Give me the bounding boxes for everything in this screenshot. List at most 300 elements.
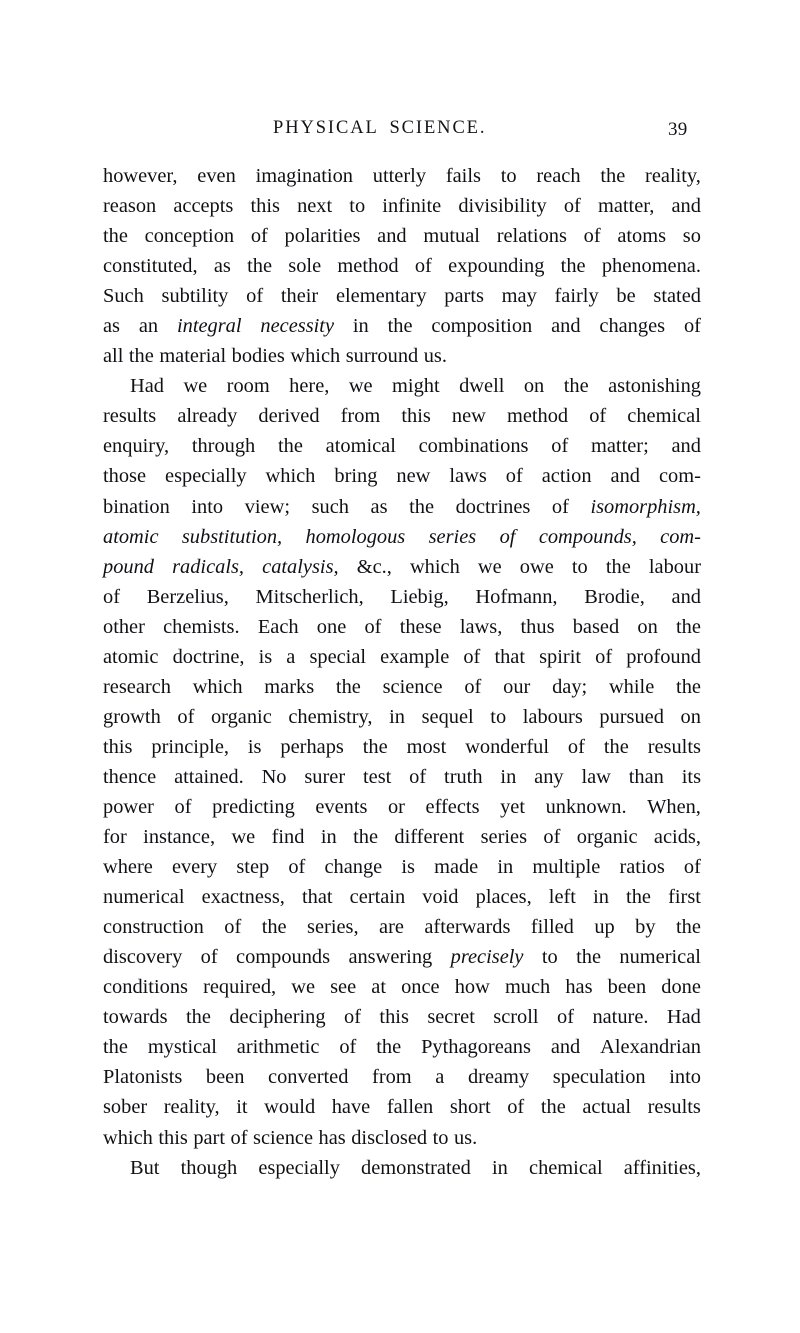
word: multiple <box>532 856 601 879</box>
word: to <box>571 555 588 578</box>
word: might <box>392 375 440 398</box>
word: example <box>380 645 450 668</box>
word: on <box>523 375 545 398</box>
word: in <box>593 886 609 909</box>
word: of <box>499 525 516 548</box>
word: of <box>683 315 701 338</box>
word: necessity <box>260 315 335 338</box>
word: room <box>226 375 270 398</box>
word: the <box>603 735 629 758</box>
word: a <box>286 645 296 668</box>
text-line <box>103 882 701 912</box>
word: required, <box>203 976 277 999</box>
word: pound <box>103 555 154 578</box>
word: of <box>583 225 601 248</box>
word: method <box>337 255 399 278</box>
word: demonstrated <box>361 1156 471 1179</box>
word: that <box>494 645 526 668</box>
word: and <box>610 465 640 488</box>
word: of <box>200 946 218 969</box>
word: Each <box>257 615 299 638</box>
word: fallen <box>386 1096 434 1119</box>
word: been <box>205 1066 245 1089</box>
word: stated <box>653 285 701 308</box>
word: the <box>676 615 701 638</box>
word: of <box>507 1096 525 1119</box>
word: dwell <box>459 375 505 398</box>
word: through <box>191 435 256 458</box>
word: sober <box>103 1096 148 1119</box>
word: other <box>103 615 145 638</box>
word: fairly <box>554 285 599 308</box>
running-head <box>103 118 703 144</box>
word: of <box>557 1006 575 1029</box>
word: especially <box>165 465 247 488</box>
word: matter, <box>597 195 655 218</box>
text-line <box>103 1002 701 1032</box>
word: atomical <box>325 435 396 458</box>
text-line <box>103 552 701 582</box>
word: find <box>271 826 305 849</box>
word: speculation <box>552 1066 646 1089</box>
word: this <box>103 735 133 758</box>
text-line <box>103 702 701 732</box>
word: different <box>394 826 465 849</box>
word: ratios <box>619 856 665 879</box>
word: substitution, <box>181 525 283 548</box>
word: principle, <box>151 735 229 758</box>
word: bination <box>103 495 170 518</box>
text-line <box>103 1062 701 1092</box>
text-line <box>103 1153 701 1183</box>
word: series <box>428 525 477 548</box>
word: which <box>265 465 316 488</box>
word: homologous <box>305 525 406 548</box>
word: where <box>103 856 153 879</box>
word: Brodie, <box>584 585 645 608</box>
word: its <box>681 765 701 788</box>
word: material <box>159 345 227 368</box>
word: the <box>409 495 434 518</box>
word: isomorphism, <box>590 495 701 518</box>
word: Such <box>103 285 144 308</box>
text-line <box>103 792 701 822</box>
word: arithmetic <box>236 1036 320 1059</box>
word: has <box>565 976 593 999</box>
word: in <box>320 826 337 849</box>
word: every <box>171 856 218 879</box>
word: yet <box>500 795 525 818</box>
word: Had <box>666 1006 701 1029</box>
word: perhaps <box>280 735 344 758</box>
word: first <box>668 886 701 909</box>
word: deciphering <box>229 1006 326 1029</box>
word: the <box>540 1096 566 1119</box>
word: these <box>399 615 442 638</box>
word: bring <box>334 465 378 488</box>
word: those <box>103 465 147 488</box>
word: void <box>422 886 459 909</box>
word: however, <box>103 165 178 187</box>
word: while <box>608 675 655 698</box>
word: expounding <box>448 255 545 278</box>
word: which <box>103 1126 153 1149</box>
word: chemists. <box>163 615 240 638</box>
word: the <box>387 315 413 338</box>
word: the <box>563 375 589 398</box>
word: thence <box>103 765 157 788</box>
word: at <box>371 976 386 999</box>
word: truth <box>444 765 483 788</box>
text-line <box>103 732 701 762</box>
word: conception <box>144 225 235 248</box>
word: the <box>560 255 586 278</box>
word: astonishing <box>608 375 701 398</box>
word: chemical <box>529 1156 603 1179</box>
word: radicals, <box>172 555 245 578</box>
word: owe <box>519 555 554 578</box>
word: enquiry, <box>103 435 170 458</box>
word: done <box>661 976 701 999</box>
word: research <box>103 675 171 698</box>
word: of <box>288 856 306 879</box>
word: this <box>158 1126 188 1149</box>
text-line <box>103 341 701 371</box>
word: especially <box>258 1156 340 1179</box>
word: view; <box>244 495 290 518</box>
word: derived <box>258 405 320 428</box>
word: scroll <box>493 1006 539 1029</box>
word: predicting <box>212 795 295 818</box>
text-line <box>103 191 701 221</box>
word: organic <box>210 705 272 728</box>
word: change <box>324 856 383 879</box>
word: here, <box>289 375 330 398</box>
text-line <box>103 522 701 552</box>
word: and <box>671 195 701 218</box>
text-line <box>103 912 701 942</box>
text-line <box>103 822 701 852</box>
word: series, <box>307 916 359 939</box>
word: sole <box>288 255 322 278</box>
text-line <box>103 371 701 401</box>
text-line <box>103 251 701 281</box>
text-line <box>103 612 701 642</box>
word: com- <box>660 525 701 548</box>
word: phenomena. <box>601 255 701 278</box>
word: matter; <box>591 435 649 458</box>
word: attained. <box>174 765 244 788</box>
word: of <box>463 645 481 668</box>
word: surer <box>304 765 346 788</box>
word: and <box>671 435 701 458</box>
word: is <box>258 645 273 668</box>
word: reason <box>103 195 157 218</box>
word: up <box>594 916 615 939</box>
word: subtility <box>161 285 229 308</box>
word: thus <box>520 615 555 638</box>
word: would <box>264 1096 316 1119</box>
word: of <box>595 645 613 668</box>
word: Platonists <box>103 1066 183 1089</box>
word: the <box>676 675 701 698</box>
word: even <box>197 165 236 187</box>
word: results <box>103 405 157 428</box>
word: exactness, <box>201 886 285 909</box>
word: us. <box>423 345 447 368</box>
word: the <box>247 255 273 278</box>
word: from <box>372 1066 412 1089</box>
word: into <box>669 1066 701 1089</box>
word: compounds, <box>538 525 637 548</box>
word: results <box>647 735 701 758</box>
word: reality, <box>645 165 701 187</box>
word: as <box>213 255 231 278</box>
word: it <box>236 1096 248 1119</box>
word: mystical <box>147 1036 217 1059</box>
word: have <box>331 1096 371 1119</box>
word: labour <box>648 555 701 578</box>
word: the <box>626 886 651 909</box>
word: affinities, <box>623 1156 701 1179</box>
word: by <box>635 916 656 939</box>
word: pursued <box>599 705 664 728</box>
word: we <box>477 555 502 578</box>
word: the <box>128 345 154 368</box>
text-line <box>103 672 701 702</box>
word: science <box>253 1126 314 1149</box>
word: the <box>362 735 388 758</box>
word: method <box>506 405 569 428</box>
word: of <box>551 435 569 458</box>
word: into <box>191 495 224 518</box>
word: filled <box>530 916 574 939</box>
word: to <box>500 165 517 187</box>
text-line <box>103 161 701 191</box>
word: science <box>382 675 443 698</box>
word: of <box>551 495 569 518</box>
word: are <box>379 916 404 939</box>
word: polarities <box>284 225 361 248</box>
running-head-title: PHYSICAL SCIENCE. <box>273 118 487 138</box>
word: we <box>231 826 256 849</box>
word: organic <box>576 826 638 849</box>
word: dreamy <box>467 1066 530 1089</box>
word: most <box>406 735 447 758</box>
word: actual <box>582 1096 632 1119</box>
word: than <box>628 765 664 788</box>
word: No <box>261 765 287 788</box>
word: we <box>183 375 208 398</box>
word: the <box>185 1006 211 1029</box>
word: short <box>449 1096 491 1119</box>
word: test <box>362 765 392 788</box>
word: in <box>389 705 405 728</box>
word: results <box>647 1096 701 1119</box>
word: action <box>541 465 592 488</box>
text-line <box>103 221 701 251</box>
word: of <box>464 675 482 698</box>
word: new <box>396 465 431 488</box>
word: once <box>401 976 440 999</box>
word: disclosed <box>351 1126 428 1149</box>
word: see <box>330 976 357 999</box>
word: Berzelius, <box>146 585 229 608</box>
word: of <box>344 1006 361 1029</box>
word: one <box>316 615 347 638</box>
word: next <box>297 195 333 218</box>
word: part <box>193 1126 226 1149</box>
word: law <box>581 765 611 788</box>
word: wonderful <box>465 735 549 758</box>
word: our <box>503 675 531 698</box>
word: accepts <box>173 195 234 218</box>
word: numerical <box>103 886 185 909</box>
word: though <box>180 1156 238 1179</box>
text-line <box>103 582 701 612</box>
word: of <box>683 856 701 879</box>
word: or <box>387 795 405 818</box>
text-line <box>103 431 701 461</box>
word: When, <box>647 795 701 818</box>
word: new <box>451 405 486 428</box>
word: their <box>280 285 319 308</box>
word: of <box>563 195 581 218</box>
word: atoms <box>617 225 667 248</box>
word: on <box>680 705 701 728</box>
word: places, <box>475 886 532 909</box>
word: divisibility <box>458 195 547 218</box>
word: left <box>548 886 576 909</box>
word: bodies <box>231 345 285 368</box>
word: so <box>682 225 701 248</box>
word: conditions <box>103 976 188 999</box>
word: chemical <box>627 405 701 428</box>
word: an <box>138 315 159 338</box>
word: of <box>589 405 607 428</box>
word: is <box>401 856 415 879</box>
word: to <box>541 946 558 969</box>
text-line <box>103 461 701 491</box>
word: com- <box>658 465 701 488</box>
word: events <box>315 795 368 818</box>
word: growth <box>103 705 161 728</box>
word: instance, <box>143 826 216 849</box>
word: profound <box>626 645 701 668</box>
word: unknown. <box>545 795 627 818</box>
word: the <box>261 916 287 939</box>
word: has <box>318 1126 346 1149</box>
word: such <box>311 495 349 518</box>
word: to <box>349 195 366 218</box>
word: and <box>550 1036 581 1059</box>
word: composition <box>431 315 533 338</box>
word: reality, <box>163 1096 220 1119</box>
word: is <box>247 735 262 758</box>
word: the <box>278 435 303 458</box>
word: nature. <box>592 1006 649 1029</box>
word: of <box>177 705 195 728</box>
word: the <box>335 675 361 698</box>
word: power <box>103 795 154 818</box>
text-line <box>103 1123 701 1153</box>
word: in <box>500 765 517 788</box>
word: atomic <box>103 645 159 668</box>
word: the <box>600 165 626 187</box>
word: Hofmann, <box>475 585 558 608</box>
word: Had <box>130 375 164 398</box>
word: doctrines <box>455 495 531 518</box>
word: spirit <box>539 645 582 668</box>
word: in <box>492 1156 508 1179</box>
word: parts <box>444 285 484 308</box>
word: reach <box>536 165 581 187</box>
word: of <box>230 1126 248 1149</box>
word: based <box>572 615 620 638</box>
page-number: 39 <box>668 119 688 140</box>
word: and <box>377 225 407 248</box>
text-line <box>103 852 701 882</box>
word: afterwards <box>424 916 511 939</box>
word: towards <box>103 1006 168 1029</box>
word: integral <box>176 315 242 338</box>
word: we <box>291 976 315 999</box>
word: much <box>504 976 551 999</box>
text-line <box>103 401 701 431</box>
word: may <box>501 285 537 308</box>
word: this <box>401 405 431 428</box>
word: acids, <box>653 826 701 849</box>
word: fails <box>445 165 481 187</box>
word: of <box>224 916 242 939</box>
word: as <box>370 495 388 518</box>
word: of <box>339 1036 357 1059</box>
word: the <box>353 826 378 849</box>
word: the <box>576 946 602 969</box>
word: of <box>414 255 432 278</box>
word: of <box>364 615 382 638</box>
word: to <box>432 1126 449 1149</box>
word: which <box>409 555 460 578</box>
text-line <box>103 972 701 1002</box>
word: laws, <box>459 615 503 638</box>
word: Liebig, <box>390 585 449 608</box>
word: any <box>534 765 564 788</box>
word: the <box>103 225 128 248</box>
text-line <box>103 492 701 522</box>
word: precisely <box>450 946 524 969</box>
word: changes <box>599 315 666 338</box>
word: compounds <box>236 946 331 969</box>
word: of <box>174 795 192 818</box>
word: marks <box>264 675 315 698</box>
word: already <box>177 405 238 428</box>
word: as <box>103 315 120 338</box>
word: all <box>103 345 124 368</box>
word: infinite <box>382 195 442 218</box>
word: which <box>192 675 243 698</box>
word: and <box>671 585 701 608</box>
word: for <box>103 826 127 849</box>
word: Alexandrian <box>600 1036 701 1059</box>
word: But <box>130 1156 160 1179</box>
word: doctrine, <box>172 645 245 668</box>
word: of <box>409 765 427 788</box>
word: construction <box>103 916 204 939</box>
word: imagination <box>255 165 353 187</box>
word: atomic <box>103 525 159 548</box>
word: special <box>309 645 367 668</box>
